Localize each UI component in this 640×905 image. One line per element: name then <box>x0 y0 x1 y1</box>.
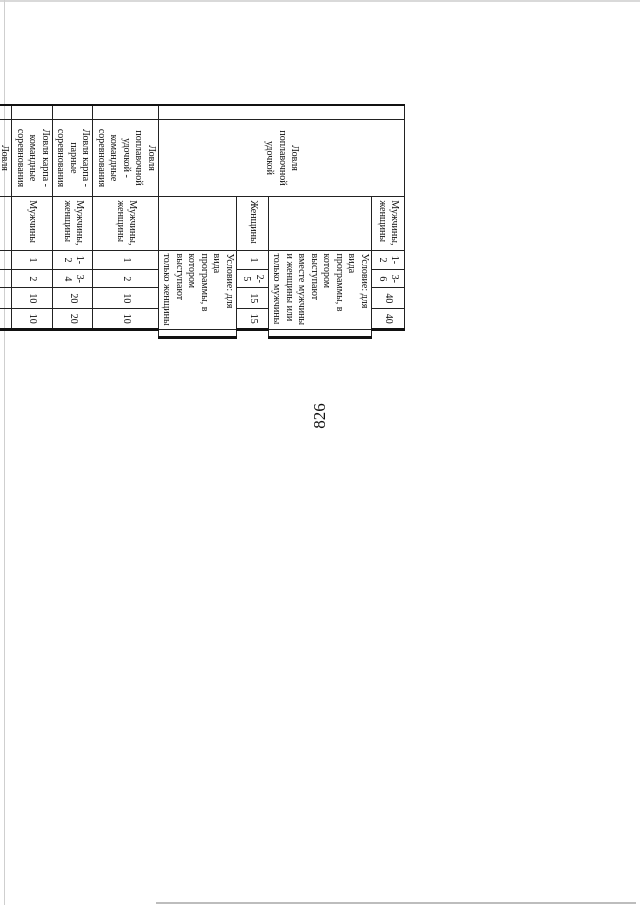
value-cell-places <box>0 270 12 288</box>
group-cell: Мужчины, женщины <box>372 197 405 250</box>
value-cell-empty <box>269 330 372 338</box>
table-left-margin-cell <box>159 105 405 119</box>
value-cell-places: 2-5 <box>237 270 269 288</box>
sports-qualification-table <box>0 104 405 339</box>
rotated-table-container <box>0 104 405 339</box>
value-cell-places: 3-6 <box>372 270 405 288</box>
value-cell-participants: 40 <box>372 288 405 309</box>
value-cell-participants <box>0 288 12 309</box>
value-cell-places: 2 <box>12 270 53 288</box>
value-cell-places: 1-2 <box>372 250 405 270</box>
page-edge-bottom <box>156 902 636 904</box>
group-cell <box>0 197 12 250</box>
value-cell-places: 1 <box>12 250 53 270</box>
page-number: 826 <box>310 403 329 429</box>
value-cell-participants: 40 <box>372 309 405 330</box>
value-cell-participants: 15 <box>237 309 269 330</box>
discipline-cell: Ловля поплавочной удочкой <box>159 119 405 197</box>
discipline-cell: Ловля карпа - парные соревнования <box>53 119 94 197</box>
table-left-margin-cell <box>12 105 53 119</box>
table-left-margin-cell <box>53 105 94 119</box>
value-cell-participants: 10 <box>93 309 159 330</box>
table-left-margin-cell <box>0 105 12 119</box>
condition-note: Условие: для вида программы, в котором выступают вместе мужчины и женщины или только мужчины <box>269 250 372 329</box>
value-cell-participants: 10 <box>93 288 159 309</box>
condition-note: Условие: для вида программы, в котором выступают только женщины <box>159 250 237 329</box>
page-edge-top <box>0 0 640 2</box>
table-left-margin-cell <box>93 105 159 119</box>
discipline-cell: Ловля <box>0 119 12 197</box>
value-cell-places: 2 <box>93 270 159 288</box>
value-cell-participants: 15 <box>237 288 269 309</box>
value-cell-places <box>0 250 12 270</box>
value-cell-participants: 20 <box>53 309 94 330</box>
group-cell-empty <box>159 197 237 250</box>
group-cell: Женщины <box>237 197 269 250</box>
group-cell: Мужчины <box>12 197 53 250</box>
discipline-cell: Ловля карпа - командные соревнования <box>12 119 53 197</box>
group-cell: Мужчины, женщины <box>93 197 159 250</box>
value-cell-participants: 10 <box>12 309 53 330</box>
value-cell-places: 3-4 <box>53 270 94 288</box>
value-cell-empty <box>159 330 237 338</box>
value-cell-participants <box>0 309 12 330</box>
group-cell-empty <box>269 197 372 250</box>
value-cell-participants: 10 <box>12 288 53 309</box>
group-cell: Мужчины, женщины <box>53 197 94 250</box>
value-cell-participants: 20 <box>53 288 94 309</box>
value-cell-places: 1 <box>237 250 269 270</box>
discipline-cell: Ловля поплавочной удочкой - командные соревнования <box>93 119 159 197</box>
value-cell-places: 1-2 <box>53 250 94 270</box>
value-cell-places: 1 <box>93 250 159 270</box>
